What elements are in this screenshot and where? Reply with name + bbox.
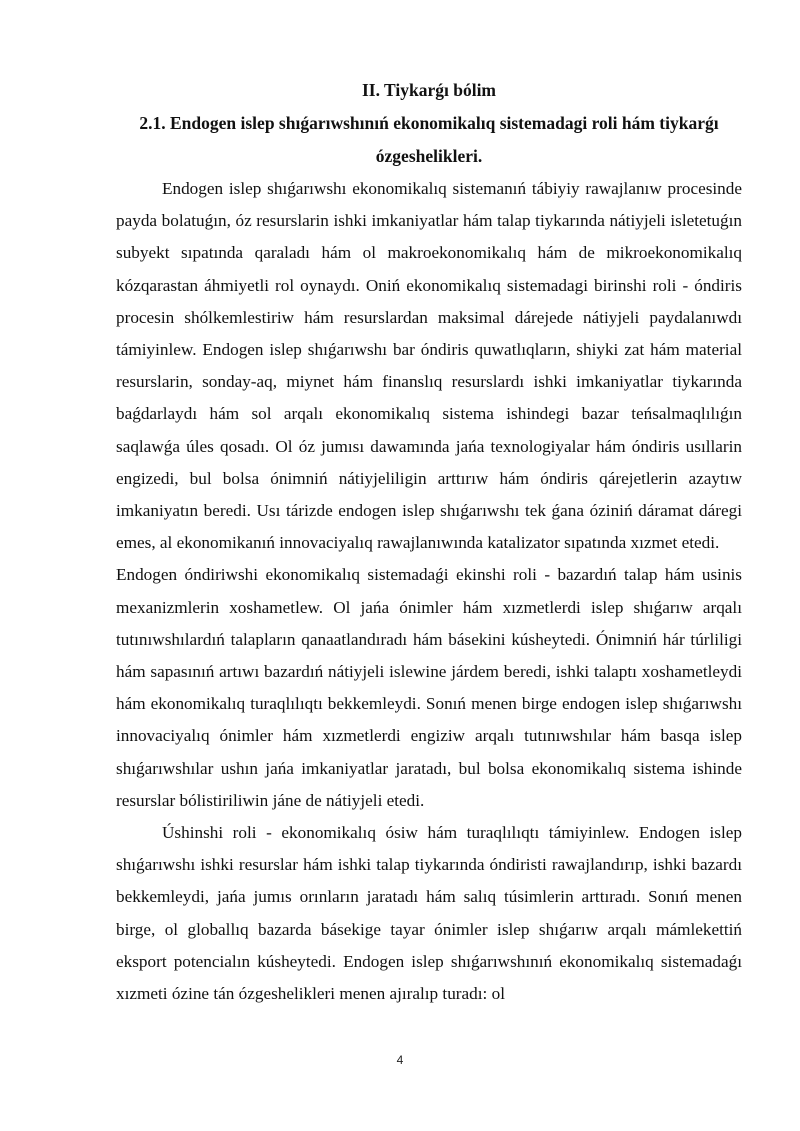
section-title: II. Tiykarǵı bólim	[361, 80, 497, 100]
document-page	[116, 74, 742, 1010]
paragraph: Úshinshi roli - ekonomikalıq ósiw hám turaqlılıqtı támiyinlew. Endogen islep shıǵarıwshı ishki resurslar hám ishki talap tiykarında óndiristi rawajlandırıp, ishki bazardı bekkemleydi, jańa jumıs orınların jaratadı hám salıq túsimlerin arttıradı. Sonıń menen birge, ol globallıq bazarda básekige tayar ónimler islep shıǵarıw arqalı mámlekettiń eksport potencialın kúsheytedi. Endogen islep shıǵarıwshınıń ekonomikalıq sistemadaǵı xızmeti ózine tán ózgeshelikleri menen ajıralıp turadı: ol	[116, 823, 742, 1004]
subsection-title: 2.1. Endogen islep shıǵarıwshınıń ekonomikalıq sistemadagi roli hám tiykarǵı ózgeshelikleri.	[139, 113, 719, 166]
page-number: 4	[396, 1053, 404, 1067]
paragraph: Endogen óndiriwshi ekonomikalıq sistemadaǵi ekinshi roli - bazardıń talap hám usinis mexanizmlerin xoshametlew. Ol jańa ónimler hám xızmetlerdi islep shıǵarıw arqalı tutınıwshılardıń talapların qanaatlandıradı hám básekini kúsheytedi. Ónimniń hár túrliligi hám sapasınıń artıwı bazardıń nátiyjeli islewine járdem beredi, ishki talaptı xoshametleydi hám ekonomikalıq turaqlılıqtı bekkemleydi. Sonıń menen birge endogen islep shıǵarıwshı innovaciyalıq ónimler hám xızmetlerdi engiziw arqalı tutınıwshılar hám basqa islep shıǵarıwshılar ushın jańa imkaniyatlar jaratadı, bul bolsa ekonomikalıq sistema ishinde resurslar bólistiriliwin jáne de nátiyjeli etedi.	[116, 565, 742, 810]
paragraph: Endogen islep shıǵarıwshı ekonomikalıq sistemanıń tábiyiy rawajlanıw procesinde payda bolatuǵın, óz resurslarin ishki imkaniyatlar hám talap tiykarında nátiyjeli isletetuǵın subyekt sıpatında qaraladı hám ol makroekonomikalıq hám de mikroekonomikalıq kózqarastan áhmiyetli rol oynaydı. Oniń ekonomikalıq sistemadagi birinshi roli - óndiris procesin shólkemlestiriw hám resurslardan maksimal dárejede nátiyjeli paydalanıwdı támiyinlew. Endogen islep shıǵarıwshı bar óndiris quwatlıqların, shiyki zat hám material resurslarin, sonday-aq, miynet hám finanslıq resurslardı ishki imkaniyatlar tiykarında baǵdarlaydı hám sol arqalı ekonomikalıq sistema ishindegi bazar teńsalmaqlılıǵın saqlawǵa úles qosadı. Ol óz jumısı dawamında jańa texnologiyalar hám óndiris usıllarin engizedi, bul bolsa ónimniń nátiyjeliligin arttırıw hám óndiris qárejetlerin azaytıw imkaniyatın beredi. Usı tárizde endogen islep shıǵarıwshı tek ǵana óziniń dáramat dáregi emes, al ekonomikanıń innovaciyalıq rawajlanıwında katalizator sıpatında xızmet etedi.	[116, 179, 742, 553]
